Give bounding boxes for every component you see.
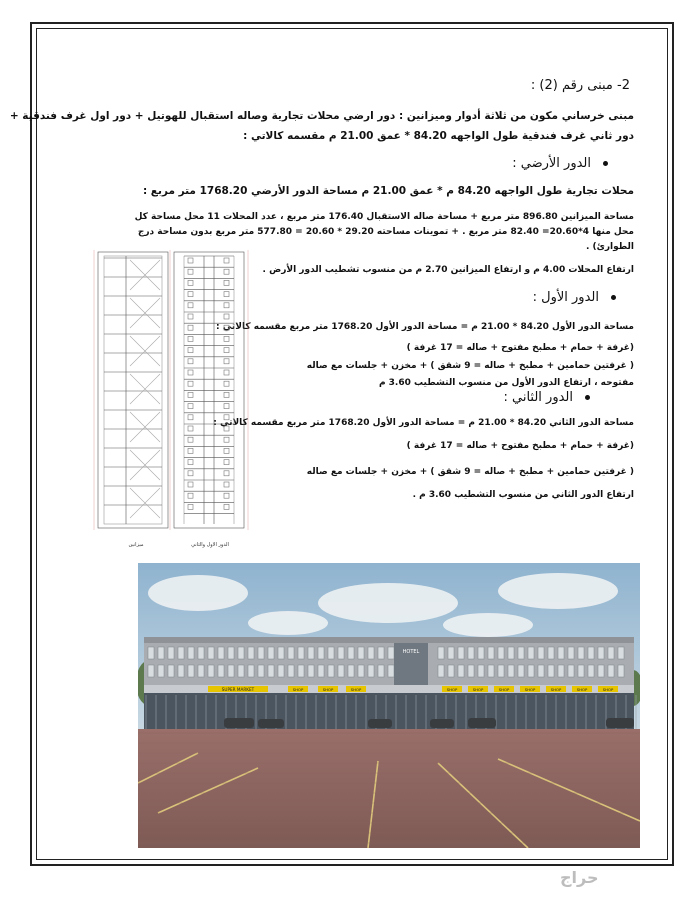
bullet-icon bbox=[611, 295, 616, 300]
shop-sign: SHOP bbox=[292, 687, 304, 692]
ground-floor-title-text: الدور الأرضي : bbox=[512, 156, 591, 171]
first-floor-line-4: مفتوحه ، ارتفاع الدور الأول من منسوب التشطيب 3.60 م bbox=[378, 378, 634, 388]
second-floor-title bbox=[503, 390, 590, 405]
second-floor-title-text: الدور الثاني : bbox=[503, 390, 573, 405]
first-floor-line-1: مساحة الدور الأول 84.20 * 21.00 م = مساحة الدور الأول 1768.20 متر مربع مقسمه كالاتي : bbox=[216, 322, 634, 332]
intro-line-2: دور ثاني غرف فندقية طول الواجهه 84.20 * عمق 21.00 م مقسمه كالاتي : bbox=[243, 130, 634, 142]
shop-sign: SHOP bbox=[472, 687, 484, 692]
shop-sign: SHOP bbox=[322, 687, 334, 692]
ground-floor-line-1: محلات تجارية طول الواجهه 84.20 م * عمق 21.00 م مساحة الدور الأرضي 1768.20 متر مربع : bbox=[142, 185, 634, 197]
ground-floor-line-5: ارتفاع المحلات 4.00 م و ارتفاع الميزانين 2.70 م من منسوب تشطيب الدور الأرض . bbox=[262, 265, 634, 275]
plan-label-floors: الدور الاول والثاني bbox=[191, 542, 229, 548]
ground-floor-line-3: محل منها 4*20.60= 82.40 متر مربع . + تموينات مساحته 29.20 * 20.60 = 577.80 متر مربع بدون مساحة درج bbox=[137, 227, 634, 237]
second-floor-line-1: مساحة الدور الثاني 84.20 * 21.00 م = مساحة الدور الأول 1768.20 متر مربع مقسمه كالاتي : bbox=[213, 418, 634, 428]
second-floor-line-4: ارتفاع الدور الثاني من منسوب التشطيب 3.60 م . bbox=[412, 490, 634, 500]
shop-sign: SHOP bbox=[350, 687, 362, 692]
second-floor-line-3: ( غرفتين حمامين + مطبخ + صاله = 9 شقق ) + مخزن + جلسات مع صاله bbox=[306, 467, 634, 477]
shop-sign: SHOP bbox=[524, 687, 536, 692]
first-floor-line-2: (غرفة + حمام + مطبخ مفتوح + صاله = 17 غرفة ) bbox=[406, 343, 634, 353]
building-render-image bbox=[138, 563, 640, 848]
bullet-icon bbox=[585, 395, 590, 400]
ground-floor-line-4: الطوارئ) . bbox=[585, 242, 634, 252]
shop-sign: SHOP bbox=[576, 687, 588, 692]
first-floor-title-text: الدور الأول : bbox=[532, 290, 599, 305]
supermarket-sign: SUPER MARKET bbox=[221, 687, 255, 692]
watermark-logo: حراج bbox=[560, 868, 599, 887]
building-heading: 2- مبنى رقم (2) : bbox=[530, 78, 630, 93]
hotel-sign: HOTEL bbox=[402, 649, 420, 655]
shop-sign: SHOP bbox=[550, 687, 562, 692]
ground-floor-line-2: مساحة الميزانين 896.80 متر مربع + مساحة صاله الاستقبال 176.40 متر مربع ، عدد المحلات 11 محل مساحة كل bbox=[134, 212, 634, 222]
plan-label-mezzanine: ميزانين bbox=[128, 542, 144, 548]
ground-floor-title bbox=[512, 156, 608, 171]
bullet-icon bbox=[603, 161, 608, 166]
first-floor-title bbox=[533, 290, 616, 305]
shop-sign: SHOP bbox=[602, 687, 614, 692]
floor-plans-drawing bbox=[86, 246, 256, 552]
intro-line-1: مبنى خرساني مكون من ثلاثة أدوار وميزانين : دور ارضي محلات تجارية وصاله استقبال للهوتيل + دور اول غرف فندقية + bbox=[9, 110, 634, 122]
first-floor-line-3: ( غرفتين حمامين + مطبخ + صاله = 9 شقق ) + مخزن + جلسات مع صاله bbox=[306, 361, 634, 371]
shop-sign: SHOP bbox=[498, 687, 510, 692]
shop-sign: SHOP bbox=[446, 687, 458, 692]
second-floor-line-2: (غرفة + حمام + مطبخ مفتوح + صاله = 17 غرفة ) bbox=[406, 441, 634, 451]
